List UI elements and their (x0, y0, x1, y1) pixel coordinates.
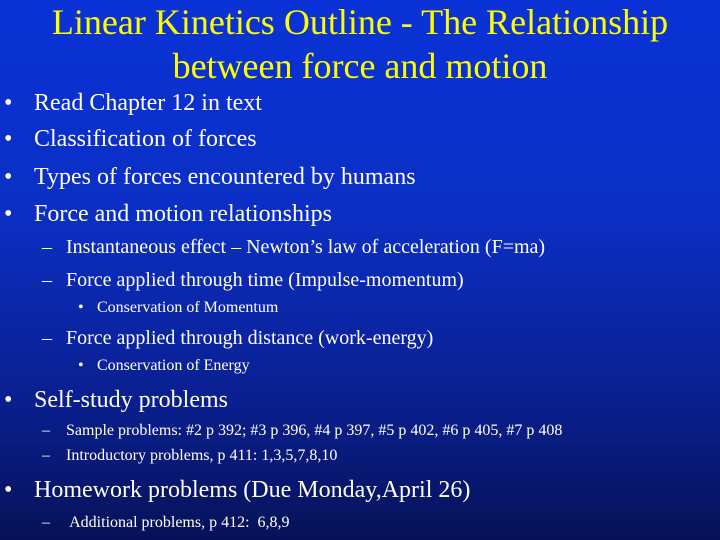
bullet-dot-icon: • (4, 477, 13, 503)
subsubitem-conservation-energy: Conservation of Energy (97, 357, 250, 374)
slide-title (0, 0, 720, 88)
dash-bullet-icon: – (42, 422, 50, 439)
dash-bullet-icon: – (42, 327, 52, 349)
bullet-item-classification: Classification of forces (34, 126, 257, 152)
bullet-dot-icon: • (4, 164, 13, 190)
bullet-item-homework: Homework problems (Due Monday,April 26) (34, 477, 471, 503)
bullet-dot-icon: • (78, 299, 84, 316)
dash-bullet-icon: – (42, 514, 50, 531)
bullet-item-force-motion: Force and motion relationships (34, 201, 332, 227)
bullet-item-read-chapter: Read Chapter 12 in text (34, 90, 262, 116)
subitem-instantaneous-effect: Instantaneous effect – Newton’s law of acceleration (F=ma) (66, 236, 546, 258)
self-study-introductory-problems: Introductory problems, p 411: 1,3,5,7,8,10 (66, 447, 338, 464)
subitem-work-energy: Force applied through distance (work-energy) (66, 327, 434, 349)
self-study-sample-problems: Sample problems: #2 p 392; #3 p 396, #4 p 397, #5 p 402, #6 p 405, #7 p 408 (66, 422, 563, 439)
bullet-dot-icon: • (4, 201, 13, 227)
homework-additional-problems: Additional problems, p 412: 6,8,9 (66, 514, 290, 531)
bullet-dot-icon: • (4, 90, 13, 116)
subsubitem-conservation-momentum: Conservation of Momentum (97, 299, 279, 316)
subitem-impulse-momentum: Force applied through time (Impulse-momentum) (66, 269, 464, 291)
bullet-dot-icon: • (78, 357, 84, 374)
bullet-item-self-study: Self-study problems (34, 387, 228, 413)
dash-bullet-icon: – (42, 269, 52, 291)
bullet-dot-icon: • (4, 387, 13, 413)
dash-bullet-icon: – (42, 447, 50, 464)
dash-bullet-icon: – (42, 236, 52, 258)
bullet-dot-icon: • (4, 126, 13, 152)
slide-title-line-2: between force and motion (172, 46, 548, 86)
bullet-item-types-of-forces: Types of forces encountered by humans (34, 164, 416, 190)
slide-title-line-1: Linear Kinetics Outline - The Relationship (51, 2, 669, 42)
